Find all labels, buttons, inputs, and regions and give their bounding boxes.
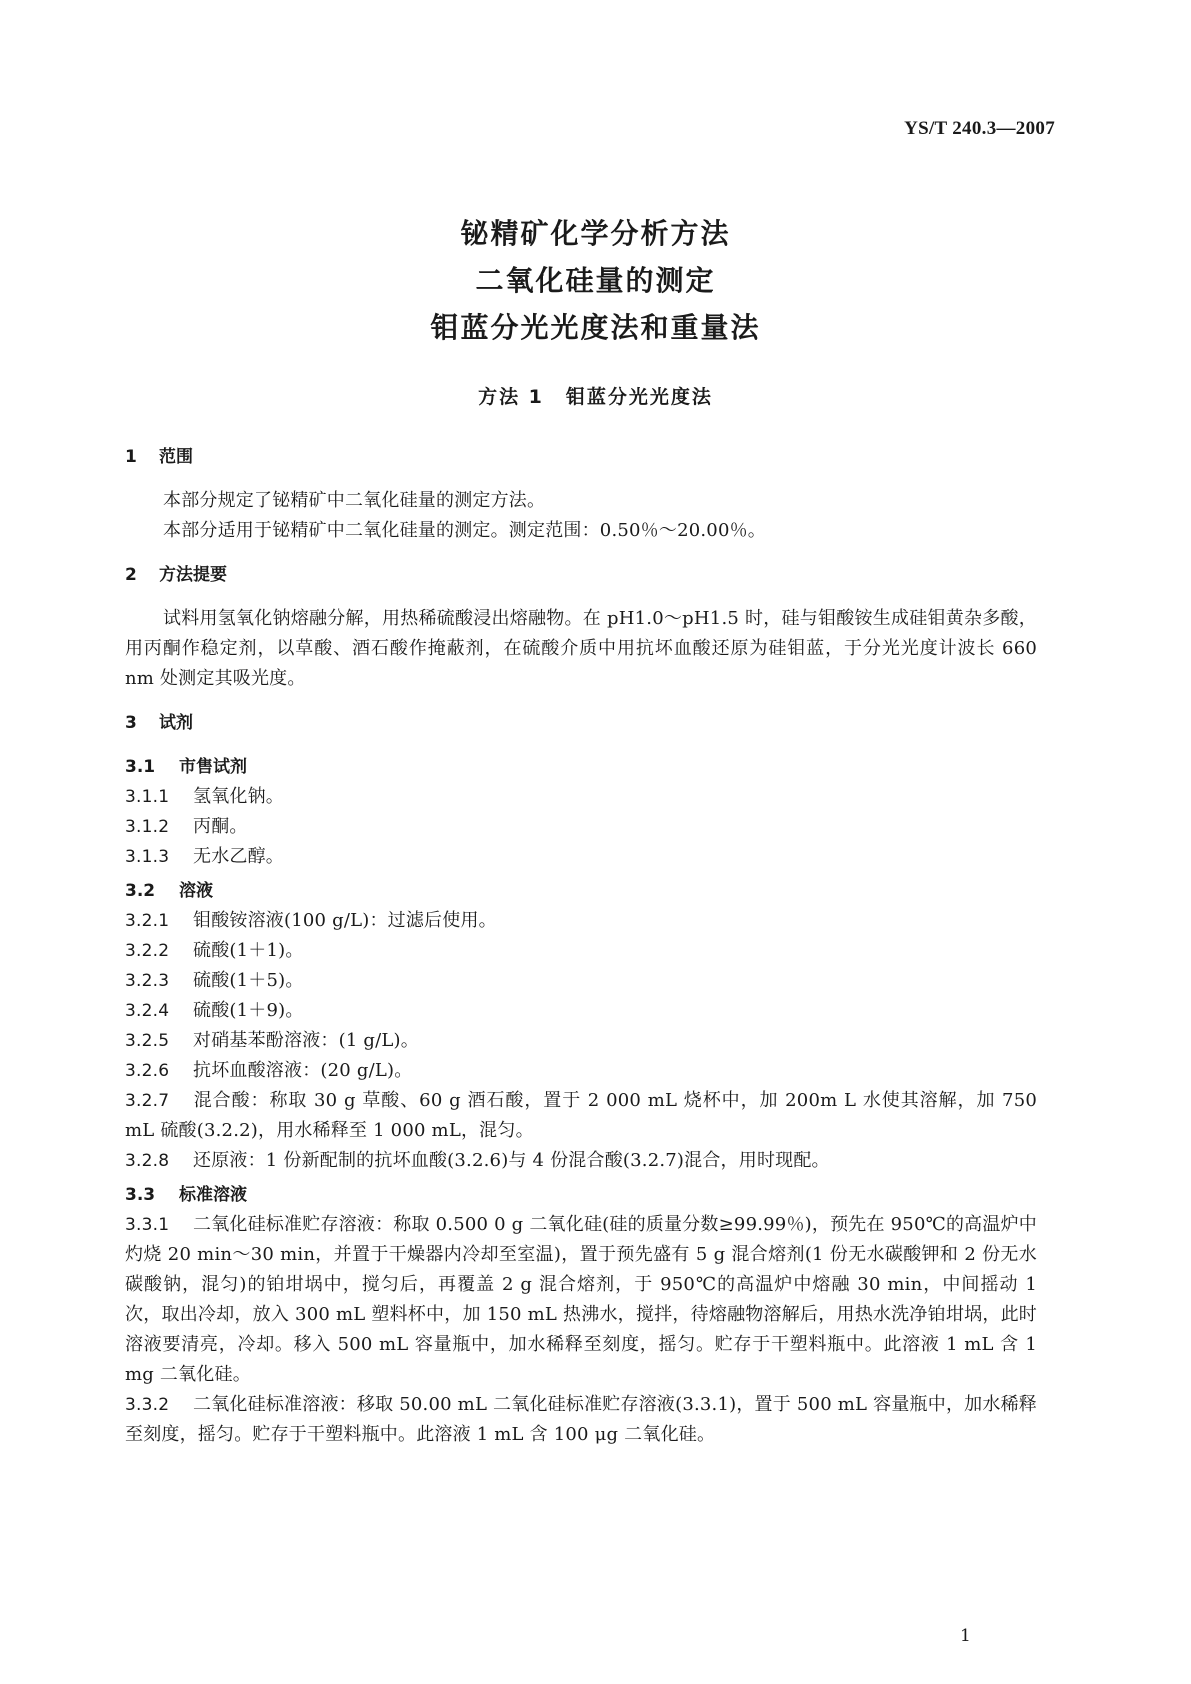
item-text: 混合酸：称取 30 g 草酸、60 g 酒石酸，置于 2 000 mL 烧杯中，加 200m L 水使其溶解，加 750 mL 硫酸(3.2.2)，用水稀释至 1 000 mL，混匀。	[125, 1090, 1037, 1141]
subsection-title: 市售试剂	[179, 757, 247, 777]
section-number: 2	[125, 565, 137, 585]
item-number: 3.2.1	[125, 911, 170, 931]
solution-item	[125, 1086, 1037, 1146]
scope-paragraph-1: 本部分规定了铋精矿中二氧化硅量的测定方法。	[163, 490, 546, 511]
item-text: 二氧化硅标准溶液：移取 50.00 mL 二氧化硅标准贮存溶液(3.3.1)，置于 500 mL 容量瓶中，加水稀释至刻度，摇匀。贮存于干塑料瓶中。此溶液 1 mL 含 100 μg 二氧化硅。	[125, 1394, 1037, 1445]
solution-item	[125, 1026, 1037, 1056]
item-text: 氢氧化钠。	[193, 786, 284, 807]
section-heading-reagents	[125, 708, 1037, 738]
item-number: 3.2.7	[125, 1091, 170, 1111]
reagent-item	[125, 842, 1037, 872]
item-text: 还原液：1 份新配制的抗坏血酸(3.2.6)与 4 份混合酸(3.2.7)混合，用时现配。	[193, 1150, 830, 1171]
reagent-item	[125, 782, 1037, 812]
page-number: 1	[960, 1626, 971, 1646]
subsection-heading-commercial-reagents	[125, 752, 1037, 782]
principle-paragraph: 试料用氢氧化钠熔融分解，用热稀硫酸浸出熔融物。在 pH1.0～pH1.5 时，硅与钼酸铵生成硅钼黄杂多酸，用丙酮作稳定剂，以草酸、酒石酸作掩蔽剂，在硫酸介质中用抗坏血酸还原为硅钼蓝，于分光光度计波长 660 nm 处测定其吸光度。	[125, 608, 1037, 689]
document-body	[125, 442, 1037, 1450]
section-heading-principle	[125, 560, 1037, 590]
scope-paragraphs	[125, 486, 1037, 546]
subsection-number: 3.1	[125, 757, 156, 777]
item-text: 硫酸(1＋5)。	[193, 970, 304, 991]
section-title: 范围	[159, 447, 193, 467]
subsection-number: 3.3	[125, 1185, 156, 1205]
item-text: 钼酸铵溶液(100 g/L)：过滤后使用。	[193, 910, 497, 931]
standard-code: YS/T 240.3—2007	[904, 118, 1055, 139]
item-number: 3.2.6	[125, 1061, 170, 1081]
subsection-title: 标准溶液	[179, 1185, 247, 1205]
method-label: 方法 1	[478, 386, 544, 408]
standard-solution-item	[125, 1390, 1037, 1450]
title-line-1: 铋精矿化学分析方法	[460, 217, 731, 250]
solution-item	[125, 1146, 1037, 1176]
item-number: 3.2.8	[125, 1151, 170, 1171]
solution-item	[125, 906, 1037, 936]
item-text: 丙酮。	[193, 816, 248, 837]
item-text: 二氧化硅标准贮存溶液：称取 0.500 0 g 二氧化硅(硅的质量分数≥99.99％)，预先在 950℃的高温炉中灼烧 20 min～30 min，并置于干燥器内冷却至室温)，置于预先盛有 5 g 混合熔剂(1 份无水碳酸钾和 2 份无水碳酸钠，混匀)的铂坩埚中，搅匀后，再覆盖 2 g 混合熔剂，于 950℃的高温炉中熔融 30 min，中间摇动 1 次，取出冷却，放入 300 mL 塑料杯中，加 150 mL 热沸水，搅拌，待熔融物溶解后，用热水洗净铂坩埚，此时溶液要清亮，冷却。移入 500 mL 容量瓶中，加水稀释至刻度，摇匀。贮存于干塑料瓶中。此溶液 1 mL 含 1 mg 二氧化硅。	[125, 1214, 1037, 1385]
subsection-heading-standard-solutions	[125, 1180, 1037, 1210]
solution-item	[125, 996, 1037, 1026]
item-number: 3.2.5	[125, 1031, 170, 1051]
item-number: 3.1.1	[125, 787, 170, 807]
item-number: 3.2.2	[125, 941, 170, 961]
solution-item	[125, 1056, 1037, 1086]
item-number: 3.2.4	[125, 1001, 170, 1021]
standard-solution-item	[125, 1210, 1037, 1390]
title-line-2: 二氧化硅量的测定	[475, 264, 716, 297]
item-text: 无水乙醇。	[193, 846, 284, 867]
section-number: 1	[125, 447, 137, 467]
section-heading-scope	[125, 442, 1037, 472]
subsection-number: 3.2	[125, 881, 156, 901]
document-title	[0, 210, 1191, 351]
reagent-item	[125, 812, 1037, 842]
section-title: 试剂	[159, 713, 193, 733]
subsection-heading-solutions	[125, 876, 1037, 906]
scope-paragraph-2: 本部分适用于铋精矿中二氧化硅量的测定。测定范围：0.50％～20.00％。	[163, 520, 767, 541]
title-line-3: 钼蓝分光光度法和重量法	[430, 311, 761, 344]
item-number: 3.1.2	[125, 817, 170, 837]
solution-item	[125, 966, 1037, 996]
section-number: 3	[125, 713, 137, 733]
item-number: 3.1.3	[125, 847, 170, 867]
method-title	[0, 382, 1191, 409]
item-text: 抗坏血酸溶液：(20 g/L)。	[193, 1060, 413, 1081]
item-number: 3.3.2	[125, 1395, 170, 1415]
item-number: 3.2.3	[125, 971, 170, 991]
solution-item	[125, 936, 1037, 966]
item-text: 硫酸(1＋9)。	[193, 1000, 304, 1021]
subsection-title: 溶液	[179, 881, 213, 901]
item-number: 3.3.1	[125, 1215, 170, 1235]
method-name: 钼蓝分光光度法	[565, 386, 713, 408]
item-text: 对硝基苯酚溶液：(1 g/L)。	[193, 1030, 419, 1051]
item-text: 硫酸(1＋1)。	[193, 940, 304, 961]
principle-paragraphs	[125, 604, 1037, 694]
section-title: 方法提要	[159, 565, 227, 585]
